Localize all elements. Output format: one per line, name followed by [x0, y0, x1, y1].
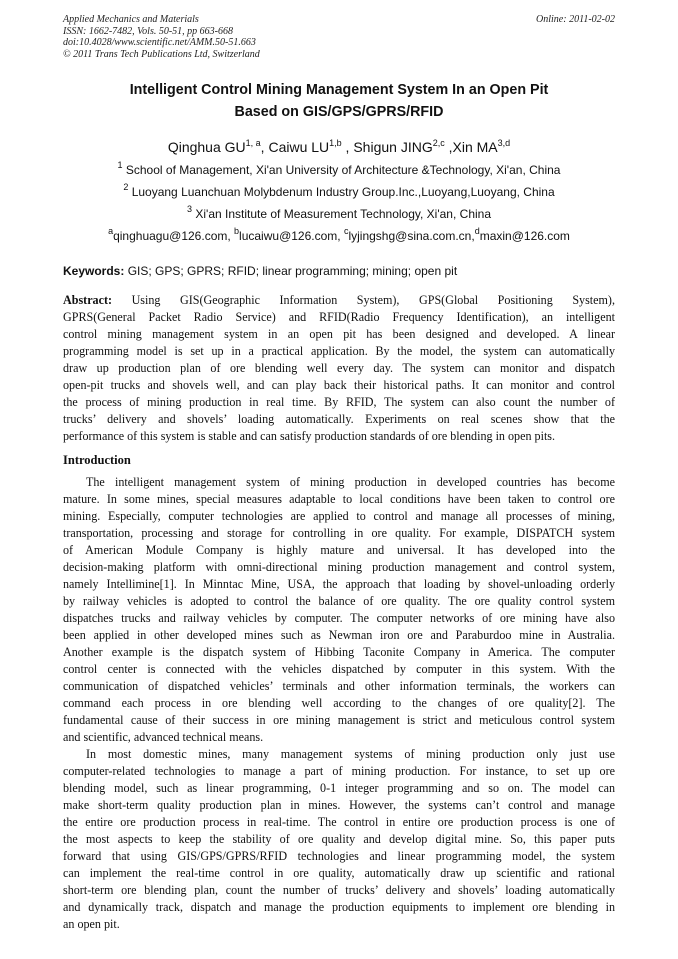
paragraph-line: In most domestic mines, many management systems of mining production only just use — [86, 747, 615, 761]
abstract — [63, 292, 615, 445]
paragraph-line: namely Intellimine[1]. In Minntac Mine, USA, the approach that loading by shovel-unloading orderly — [63, 577, 615, 591]
intro-paragraph-2 — [63, 746, 615, 933]
paragraph-line: communication of dispatched vehicles’ terminals and other information terminals, the workers can — [63, 679, 615, 693]
paragraph-line: decision-making platform with omni-directional mining production management and control system, — [63, 560, 615, 574]
doi-line: doi:10.4028/www.scientific.net/AMM.50-51.663 — [63, 37, 256, 48]
author-sep: , — [260, 139, 269, 155]
paragraph-line: dispatches trucks and railway vehicles by computer. The computer networks of ore mining have also — [63, 611, 615, 625]
paragraph-line: short-term ore blending plan, count the number of trucks’ delivery and shovels’ loading automatically — [63, 883, 615, 897]
journal-name: Applied Mechanics and Materials — [63, 14, 199, 25]
paragraph-line: by railway vehicles is adopted to control the balance of ore quality. The ore quality control system — [63, 594, 615, 608]
email-sup: a — [108, 226, 114, 236]
journal-header — [63, 14, 615, 60]
affiliation-num: 3 — [187, 204, 193, 214]
abstract-line: Abstract: Using GIS(Geographic Information System), GPS(Global Positioning System), — [63, 293, 615, 307]
paragraph-line: fundamental cause of their success in ore mining management is strict and meticulous control system — [63, 713, 615, 727]
affiliation-text: Luoyang Luanchuan Molybdenum Industry Group.Inc.,Luoyang,Luoyang, China — [131, 185, 555, 199]
intro-paragraph-1 — [63, 474, 615, 746]
keywords-label: Keywords: — [63, 264, 125, 278]
paragraph-line: mature. In some mines, special measures adaptable to local conditions have been taken to control ore — [63, 492, 615, 506]
section-heading-introduction: Introduction — [63, 453, 131, 467]
affiliation-text: School of Management, Xi'an University of Architecture &Technology, Xi'an, China — [125, 163, 561, 177]
paragraph-line: can implement the real-time control in ore quality, automatically draw up scientific and rational — [63, 866, 615, 880]
online-date: Online: 2011-02-02 — [536, 14, 615, 25]
abstract-line: control mining management system in an open pit has been designed and developed. A linear — [63, 327, 615, 341]
affiliation-num: 1 — [117, 160, 123, 170]
paragraph-line: been applied in other developed mines such as Newman iron ore and Paraburdoo mine in Australia. — [63, 628, 615, 642]
paragraph-line: The intelligent management system of mining production in developed countries has become — [86, 475, 615, 489]
abstract-line: performance of this system is stable and can satisfy production standards of ore blending in open pits. — [63, 429, 556, 443]
abstract-line: open-pit trucks and shovels well, and can play back their historical paths. It can monitor and control — [63, 378, 615, 392]
copyright-line: © 2011 Trans Tech Publications Ltd, Switzerland — [63, 48, 260, 60]
paragraph-line: an open pit. — [63, 917, 120, 931]
title-line-1: Intelligent Control Mining Management System In an Open Pit — [129, 82, 549, 98]
paragraph-line: and scientific, advanced technical means. — [63, 730, 264, 744]
author-name: Shigun JING — [353, 139, 433, 155]
affiliation-text: Xi'an Institute of Measurement Technology, Xi'an, China — [195, 207, 491, 221]
author-sup: 3,d — [497, 138, 511, 148]
email[interactable]: lucaiwu@126.com, — [239, 229, 344, 243]
author-name: Caiwu LU — [268, 139, 330, 155]
author-name: Qinghua GU — [167, 139, 246, 155]
title-line-2: Based on GIS/GPS/GPRS/RFID — [234, 104, 444, 120]
paragraph-line: of American Module Company is highly mature and universal. It has developed into the — [63, 543, 615, 557]
affiliation-3 — [63, 204, 615, 221]
email[interactable]: lyjingshg@sina.com.cn, — [348, 229, 475, 243]
paragraph-line: forward that using GIS/GPS/GPRS/RFID technologies and linear programming model, the system — [63, 849, 615, 863]
keywords — [63, 264, 623, 278]
issn-line: ISSN: 1662-7482, Vols. 50-51, pp 663-668 — [63, 25, 233, 37]
author-list — [63, 139, 615, 155]
author-sup: 1, a — [245, 138, 261, 148]
email-sup: b — [234, 226, 240, 236]
abstract-line: GPRS(General Packet Radio Service) and RFID(Radio Frequency Identification), an intelligent — [63, 310, 615, 324]
email-sup: d — [474, 226, 480, 236]
paragraph-line: make short-term quality production plan in mines. However, the systems can’t control and manage — [63, 798, 615, 812]
paragraph-line: the most aspects to keep the stability of ore quality and develop digital mine. So, this paper puts — [63, 832, 615, 846]
abstract-line: trucks’ delivery and shovels’ loading automatically. Experiments on real scenes show that the — [63, 412, 615, 426]
email[interactable]: qinghuagu@126.com, — [113, 229, 235, 243]
author-sep: , — [444, 139, 453, 155]
paper-title — [63, 79, 615, 123]
paragraph-line: Another example is the dispatch system of Hibbing Taconite Company in America. The computer — [63, 645, 615, 659]
keywords-text: GIS; GPS; GPRS; RFID; linear programming; mining; open pit — [124, 264, 458, 278]
author-sup: 2,c — [432, 138, 445, 148]
affiliation-1 — [63, 160, 615, 177]
abstract-line: the process of mining production in real time. By RFID, The system can also count the number of — [63, 395, 615, 409]
paragraph-line: blending model, such as linear programming, 0-1 integer programming and so on. The model can — [63, 781, 615, 795]
email-list — [63, 226, 615, 243]
abstract-label: Abstract: — [63, 293, 113, 307]
paragraph-line: and dynamically track, dispatch and manage the production equipments to implement ore blending in — [63, 900, 615, 914]
author-sep: , — [341, 139, 354, 155]
author-name: Xin MA — [452, 139, 498, 155]
affiliation-2 — [63, 182, 615, 199]
email[interactable]: maxin@126.com — [479, 229, 570, 243]
paragraph-line: transportation, processing and storage for controlling in ore quality. For example, DISPATCH system — [63, 526, 615, 540]
author-sup: 1,b — [329, 138, 342, 148]
email-sup: c — [343, 226, 349, 236]
paragraph-line: mining. Especially, computer technologies are applied to control and manage all processes of mining, — [63, 509, 615, 523]
paragraph-line: the entire ore production process in real-time. The control in entire ore production process is one of — [63, 815, 615, 829]
paragraph-line: control center is connected with the vehicles dispatched by computer in this system. With the — [63, 662, 615, 676]
paragraph-line: computer-related technologies to manage a part of mining production. For instance, to set up ore — [63, 764, 615, 778]
abstract-line: programming model is set up in a practical application. By the model, the system can automatically — [63, 344, 615, 358]
paragraph-line: command each process in ore blending well according to the changes of ore quality[2]. The — [63, 696, 615, 710]
abstract-line: draw up production plan of ore blending well every day. The system can monitor and dispatch — [63, 361, 615, 375]
affiliation-num: 2 — [123, 182, 129, 192]
